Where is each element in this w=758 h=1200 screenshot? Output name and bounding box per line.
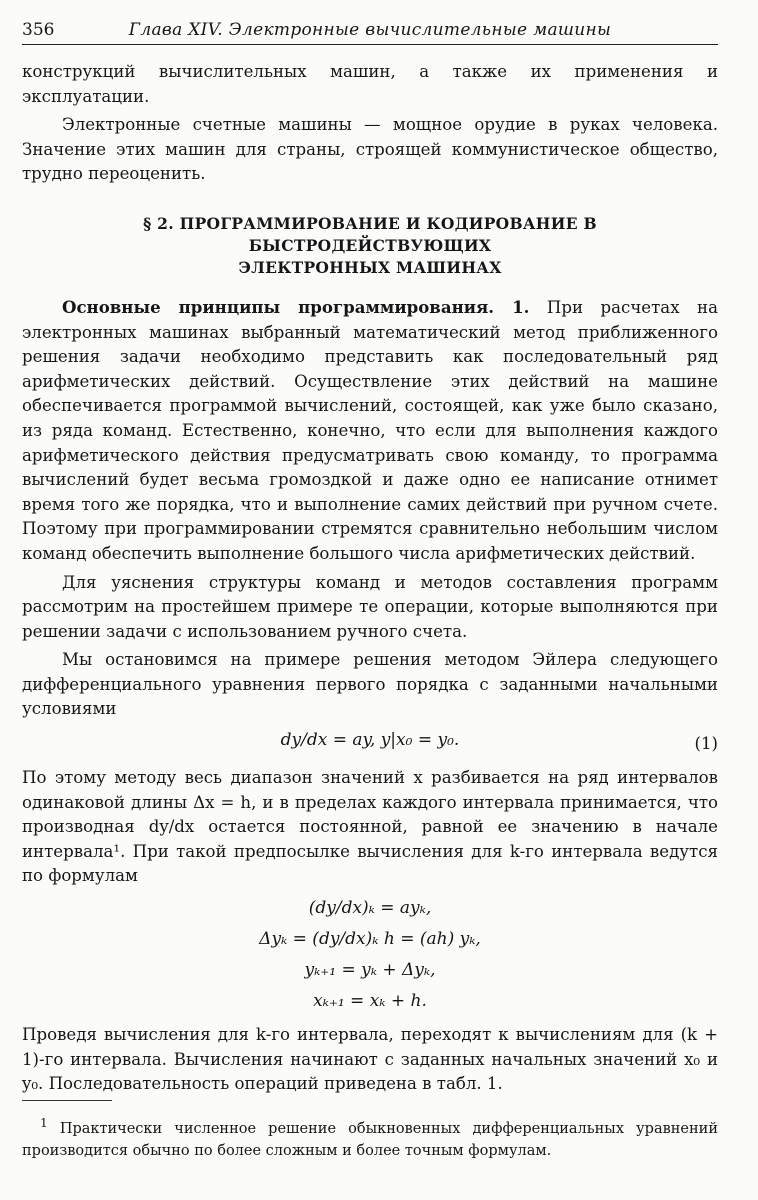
formula-block	[22, 893, 718, 1017]
footnote-rule	[22, 1100, 112, 1101]
page-header	[22, 12, 718, 44]
paragraph-method: По этому методу весь диапазон значений x разбивается на ряд интервалов одинаковой длины Δx = h, и в пределах каждого интервала принимается, что производная dy/dx остается постоянной, равной ее значению в начале интервала¹. При такой предпосылке вычисления для k-го интервала ведутся по формулам	[22, 768, 718, 886]
page-number: 356	[22, 20, 55, 40]
section-heading-line2: ЭЛЕКТРОННЫХ МАШИНАХ	[238, 257, 502, 277]
paragraph-principles	[22, 295, 718, 567]
equation-1-number: (1)	[694, 734, 718, 754]
footnote-marker: 1	[40, 1116, 48, 1130]
header-rule	[22, 44, 718, 45]
footnote	[22, 1112, 718, 1162]
formula-line: xₖ₊₁ = xₖ + h.	[313, 991, 427, 1012]
footnote-text: Практически численное решение обыкновенных дифференциальных уравнений производится обычно по более сложным и более точным формулам.	[22, 1120, 718, 1159]
equation-1-formula: dy/dx = ay, y|x₀ = y₀.	[280, 730, 460, 751]
page-body	[22, 60, 718, 1097]
paragraph-euler: Мы остановимся на примере решения методом Эйлера следующего дифференциального уравнения первого порядка с заданными начальными условиями	[22, 650, 718, 719]
subsection-title: Основные принципы программирования. 1.	[62, 296, 530, 317]
equation-1	[22, 722, 718, 766]
paragraph-commands: Для уяснения структуры команд и методов составления программ рассмотрим на простейшем примере те операции, которые выполняются при решении задачи с использованием ручного счета.	[22, 572, 718, 641]
paragraph-next-interval: Проведя вычисления для k-го интервала, переходят к вычислениям для (k + 1)-го интервала. Вычисления начинают с заданных начальных значений x₀ и y₀. Последовательность операций приведена в табл. 1.	[22, 1025, 718, 1094]
paragraph-continuation: конструкций вычислительных машин, а также их применения и эксплуатации.	[22, 62, 718, 106]
formula-line: (dy/dx)ₖ = ayₖ,	[308, 898, 432, 919]
formula-line: yₖ₊₁ = yₖ + Δyₖ,	[304, 960, 436, 981]
running-title: Глава XIV. Электронные вычислительные машины	[128, 20, 612, 40]
section-heading-line1: § 2. ПРОГРАММИРОВАНИЕ И КОДИРОВАНИЕ В БЫСТРОДЕЙСТВУЮЩИХ	[143, 213, 597, 255]
section-heading	[22, 213, 718, 279]
paragraph-principles-text: При расчетах на электронных машинах выбранный математический метод приближенного решения задачи необходимо представить как последовательный ряд арифметических действий. Осуществление этих действий на машине обеспечивается программой вычислений, состоящей, как уже было сказано, из ряда команд. Естественно, конечно, что если для выполнения каждого арифметического действия предусматривать свою команду, то программа вычислений будет весьма громоздкой и даже одно ее написание отнимет время того же порядка, что и выполнение самих действий при ручном счете. Поэтому при программировании стремятся сравнительно небольшим числом команд обеспечить выполнение большого числа арифметических действий.	[22, 297, 718, 563]
paragraph-importance: Электронные счетные машины — мощное орудие в руках человека. Значение этих машин для страны, строящей коммунистическое общество, трудно переоценить.	[22, 115, 718, 184]
formula-line: Δyₖ = (dy/dx)ₖ h = (ah) yₖ,	[259, 929, 481, 950]
